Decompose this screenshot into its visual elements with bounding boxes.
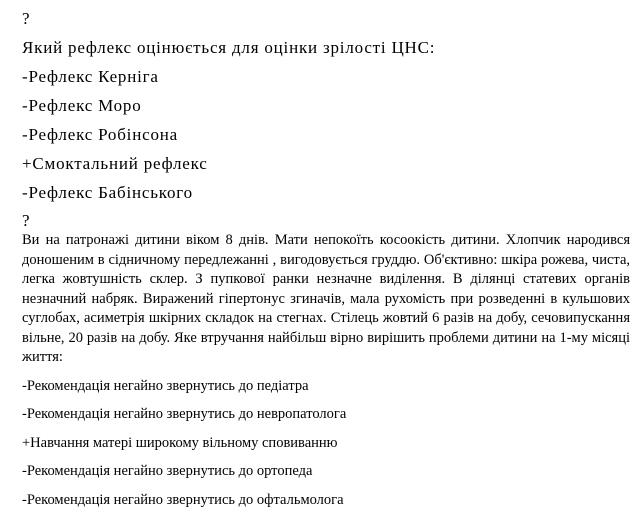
question-1-separator: ? (22, 9, 31, 28)
question-1-option-1: -Рефлекс Керніга (22, 67, 159, 86)
question-2-option-5: -Рекомендація негайно звернутись до офтальмолога (22, 491, 344, 508)
question-2-text: Ви на патронажі дитини віком 8 днів. Мати непокоїть косоокість дитини. Хлопчик народився доношеним в сідничному передлежанні , вигодовується груддю. Об'єктивно: шкіра рожева, чиста, легка жовтушність склер. З пупкової ранки незначне виділення. В ділянці статевих органів незначний набряк. Виражений гіпертонус згиначів, мала рухомість при розведенні в кульшових суглобах, асиметрія шкірних складок на стегнах. Стілець жовтий 6 разів на добу, сечовипускання вільне, 20 разів на добу. Яке втручання найбільш вірно вирішить проблеми дитини на 1-му місяці життя: (22, 232, 630, 365)
question-2-option-3: +Навчання матері широкому вільному сповиванню (22, 434, 338, 451)
question-1-option-4: +Смоктальний рефлекс (22, 154, 208, 173)
question-block-1 (22, 8, 630, 204)
question-2-option-4: -Рекомендація негайно звернутись до ортопеда (22, 463, 313, 479)
question-2-separator: ? (22, 211, 31, 230)
question-1-option-3: -Рефлекс Робінсона (22, 125, 178, 144)
question-2-option-1: -Рекомендація негайно звернутись до педіатра (22, 377, 309, 394)
question-2-option-2: -Рекомендація негайно звернутись до невропатолога (22, 406, 347, 422)
question-1-text: Який рефлекс оцінюється для оцінки зрілості ЦНС: (22, 38, 436, 57)
question-block-2 (22, 211, 630, 510)
question-1-option-5: -Рефлекс Бабінського (22, 183, 193, 202)
question-1-option-2: -Рефлекс Моро (22, 96, 142, 115)
